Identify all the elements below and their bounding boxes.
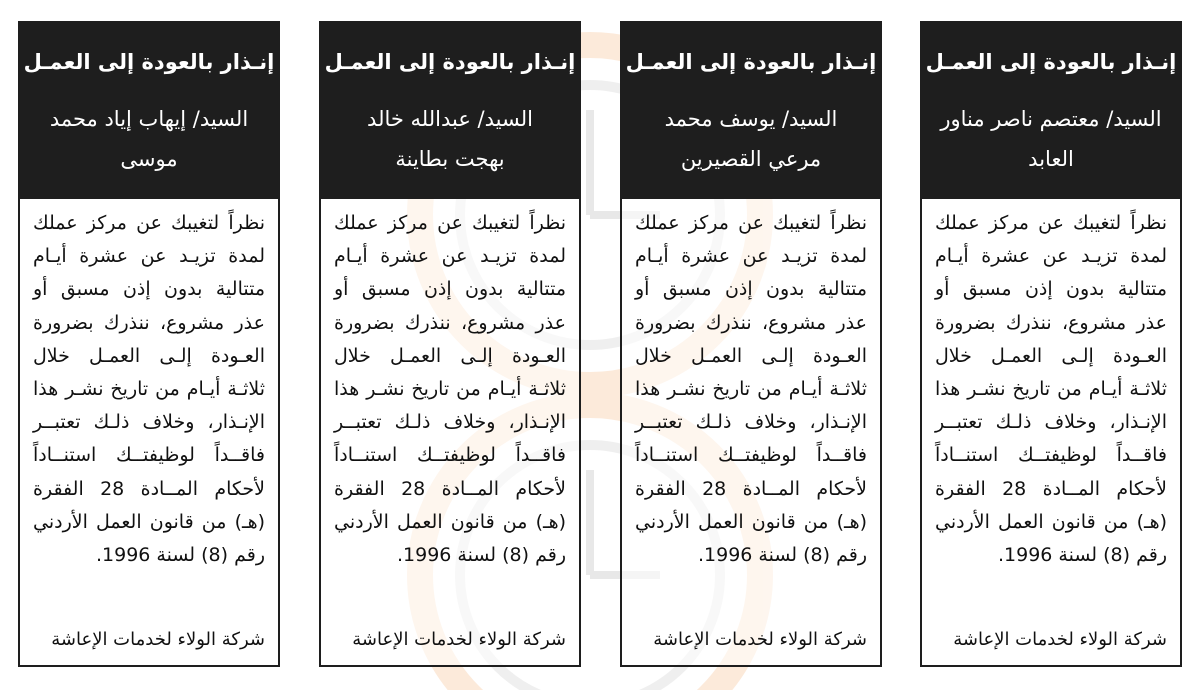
notice-header (922, 23, 1180, 199)
company-signature: شركة الولاء لخدمات الإعاشة (653, 629, 867, 650)
company-signature: شركة الولاء لخدمات الإعاشة (51, 629, 265, 650)
notice-title: إنـذار بالعودة إلى العمـل (625, 50, 877, 74)
notice-body: نظراً لتغيبك عن مركز عملك لمدة تزيـد عن عشرة أيـام متتالية بدون إذن مسبق أو عذر مشروع، ننذرك بضرورة العـودة إلـى العمـل خلال ثلاثـة أيـام من تاريخ نشـر هذا الإنـذار، وخلاف ذلـك تعتبــر فاقــداً لوظيفتــك استنــاداً لأحكام المــادة 28 الفقرة (هـ) من قانون العمل الأردني رقم (8) لسنة 1996. (334, 212, 566, 567)
notice-card (18, 21, 280, 667)
employee-name: السيد/ عبدالله خالد بهجت بطاينة (367, 107, 533, 171)
notice-title: إنـذار بالعودة إلى العمـل (23, 50, 275, 74)
notice-header (20, 23, 278, 199)
employee-name: السيد/ معتصم ناصر مناور العابد (940, 107, 1162, 171)
employee-name: السيد/ إيهاب إياد محمد موسى (49, 107, 249, 171)
notice-card (920, 21, 1182, 667)
notice-card (620, 21, 882, 667)
employee-name: السيد/ يوسف محمد مرعي القصيرين (664, 107, 838, 171)
notice-title: إنـذار بالعودة إلى العمـل (324, 50, 576, 74)
notice-header (321, 23, 579, 199)
notice-body: نظراً لتغيبك عن مركز عملك لمدة تزيـد عن عشرة أيـام متتالية بدون إذن مسبق أو عذر مشروع، ننذرك بضرورة العـودة إلـى العمـل خلال ثلاثـة أيـام من تاريخ نشـر هذا الإنـذار، وخلاف ذلـك تعتبــر فاقــداً لوظيفتــك استنــاداً لأحكام المــادة 28 الفقرة (هـ) من قانون العمل الأردني رقم (8) لسنة 1996. (33, 212, 265, 567)
company-signature: شركة الولاء لخدمات الإعاشة (352, 629, 566, 650)
notice-body: نظراً لتغيبك عن مركز عملك لمدة تزيـد عن عشرة أيـام متتالية بدون إذن مسبق أو عذر مشروع، ننذرك بضرورة العـودة إلـى العمـل خلال ثلاثـة أيـام من تاريخ نشـر هذا الإنـذار، وخلاف ذلـك تعتبــر فاقــداً لوظيفتــك استنــاداً لأحكام المــادة 28 الفقرة (هـ) من قانون العمل الأردني رقم (8) لسنة 1996. (635, 212, 867, 567)
notice-card (319, 21, 581, 667)
notice-header (622, 23, 880, 199)
notice-title: إنـذار بالعودة إلى العمـل (925, 50, 1177, 74)
company-signature: شركة الولاء لخدمات الإعاشة (953, 629, 1167, 650)
notice-body: نظراً لتغيبك عن مركز عملك لمدة تزيـد عن عشرة أيـام متتالية بدون إذن مسبق أو عذر مشروع، ننذرك بضرورة العـودة إلـى العمـل خلال ثلاثـة أيـام من تاريخ نشـر هذا الإنـذار، وخلاف ذلـك تعتبــر فاقــداً لوظيفتــك استنــاداً لأحكام المــادة 28 الفقرة (هـ) من قانون العمل الأردني رقم (8) لسنة 1996. (935, 212, 1167, 567)
